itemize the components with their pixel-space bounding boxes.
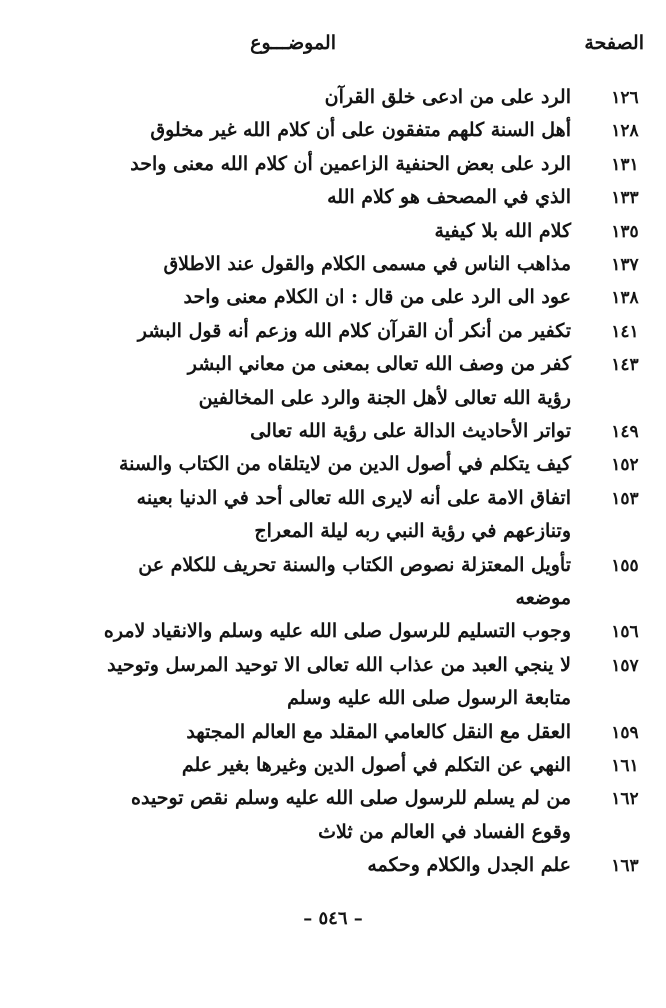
entry-page-number: ١٤٣ [611, 355, 639, 376]
entry-page-number: ١٥٢ [611, 455, 639, 476]
entry-page-number: ١٤٩ [611, 422, 639, 442]
index-entry [0, 282, 666, 315]
entry-topic-line: اتفاق الامة على أنه لايرى الله تعالى أحد في الدنيا بعينه [136, 486, 571, 509]
index-entry [0, 349, 666, 416]
entry-topic-line: وجوب التسليم للرسول صلى الله عليه وسلم والانقياد لامره [103, 620, 571, 643]
index-entry [0, 416, 666, 449]
entry-page-number: ١٤١ [611, 321, 639, 342]
index-entry [0, 483, 666, 550]
entry-topic-line: عود الى الرد على من قال : ان الكلام معنى واحد [183, 286, 571, 309]
index-entry [0, 850, 666, 883]
entry-topic-line: كلام الله بلا كيفية [434, 219, 571, 242]
entry-topic-line: الرد على بعض الحنفية الزاعمين أن كلام الله معنى واحد [130, 152, 571, 175]
entry-page-number: ١٦٢ [611, 789, 639, 810]
entry-topic-line: وقوع الفساد في العالم من ثلاث [318, 820, 571, 843]
entry-topic-line: علم الجدل والكلام وحكمه [367, 854, 571, 877]
index-entry [0, 216, 666, 249]
entry-topic-line: مذاهب الناس في مسمى الكلام والقول عند الاطلاق [163, 253, 571, 275]
entry-page-number: ١٥٧ [611, 655, 639, 676]
table-header [0, 28, 666, 64]
index-entry [0, 717, 666, 750]
entry-topic-line: رؤية الله تعالى لأهل الجنة والرد على المخالفين [198, 386, 571, 409]
entry-page-number: ١٦٣ [611, 856, 639, 877]
entry-topic-line: تكفير من أنكر أن القرآن كلام الله وزعم أنه قول البشر [137, 319, 571, 342]
entry-topic-line: من لم يسلم للرسول صلى الله عليه وسلم نقص توحيده [131, 787, 571, 810]
page-column-header: الصفحة [584, 32, 644, 54]
entry-topic-line: أهل السنة كلهم متفقون على أن كلام الله غير مخلوق [150, 119, 571, 142]
index-entry [0, 316, 666, 349]
entry-topic-line: الذي في المصحف هو كلام الله [327, 186, 571, 209]
index-entry [0, 115, 666, 148]
index-entry [0, 82, 666, 115]
index-entry [0, 182, 666, 215]
entry-topic-line: تأويل المعتزلة نصوص الكتاب والسنة تحريف للكلام عن [138, 553, 571, 576]
entry-topic-line: موضعه [515, 586, 571, 609]
entry-topic-line: النهي عن التكلم في أصول الدين وغيرها بغير علم [181, 754, 571, 776]
entry-topic-line: كفر من وصف الله تعالى بمعنى من معاني البشر [187, 353, 571, 376]
entry-page-number: ١٥٦ [611, 622, 639, 643]
entry-page-number: ١٣٨ [611, 288, 639, 309]
entry-page-number: ١٥٣ [611, 488, 639, 509]
index-entry [0, 550, 666, 617]
entry-page-number: ١٣٣ [611, 188, 639, 209]
index-entry [0, 750, 666, 783]
entry-page-number: ١٦١ [611, 756, 639, 776]
page-number: – ٥٤٦ – [303, 908, 363, 929]
entry-page-number: ١٣٥ [611, 221, 639, 242]
entry-topic-line: كيف يتكلم في أصول الدين من لايتلقاه من الكتاب والسنة [118, 453, 571, 476]
entry-page-number: ١٢٦ [611, 88, 639, 108]
index-entry [0, 616, 666, 649]
entry-page-number: ١٣٧ [611, 255, 639, 275]
entry-topic-line: تواتر الأحاديث الدالة على رؤية الله تعالى [250, 420, 571, 442]
entry-topic-line: العقل مع النقل كالعامي المقلد مع العالم المجتهد [186, 720, 571, 743]
entry-page-number: ١٥٥ [611, 555, 639, 576]
entry-topic-line: متابعة الرسول صلى الله عليه وسلم [287, 687, 571, 710]
entry-topic-line: الرد على من ادعى خلق القرآن [324, 86, 571, 108]
entry-topic-line: وتنازعهم في رؤية النبي ربه ليلة المعراج [254, 520, 571, 543]
entry-page-number: ١٢٨ [611, 121, 639, 142]
entry-topic-line: لا ينجي العبد من عذاب الله تعالى الا توحيد المرسل وتوحيد [107, 653, 571, 676]
topic-column-header: الموضـــوع [250, 32, 336, 54]
index-entry [0, 249, 666, 282]
index-entry [0, 783, 666, 850]
index-entry [0, 149, 666, 182]
entry-page-number: ١٥٩ [611, 722, 639, 743]
index-entry [0, 449, 666, 482]
entry-page-number: ١٣١ [611, 154, 639, 175]
index-entry [0, 650, 666, 717]
